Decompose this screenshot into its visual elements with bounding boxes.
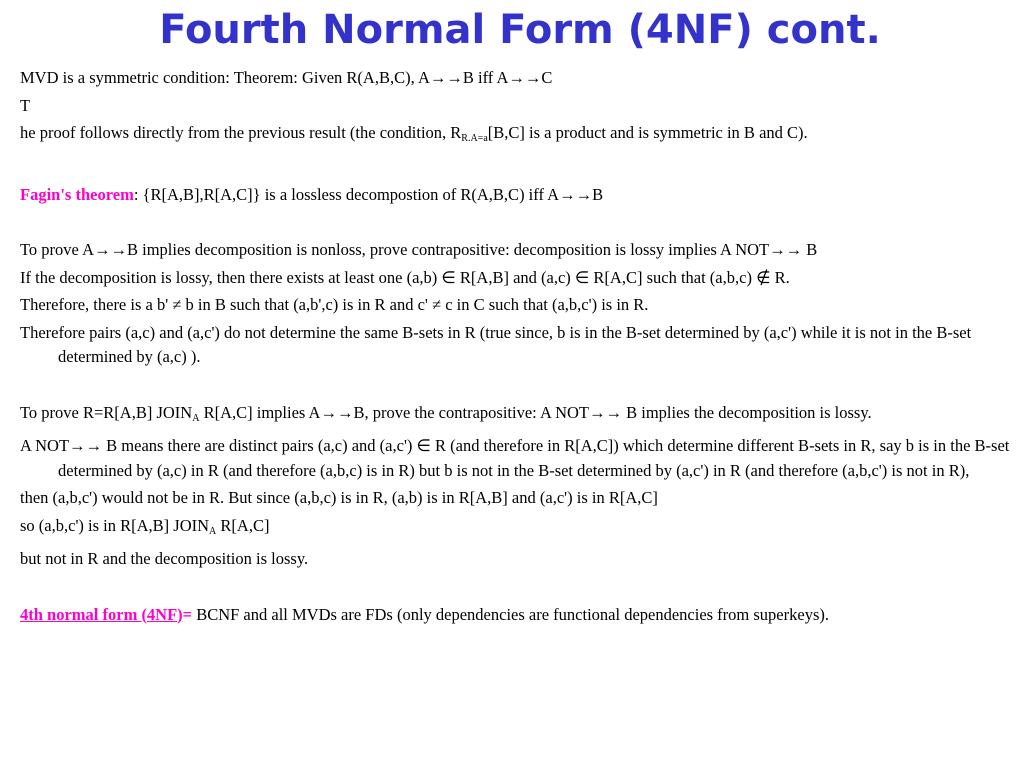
stray-t-line: T <box>20 95 31 115</box>
slide-body <box>20 66 1010 630</box>
p5-text-start: To prove R=R[A,B] JOIN <box>20 402 193 422</box>
fagin-theorem-line <box>20 183 1010 208</box>
proof-paragraph-6: A NOT→→ B means there are distinct pairs (a,c) and (a,c') ∈ R (and therefore in R[A,C]) which determine different B-sets in R, say b is in the B-set determined by (a,c) in R (and therefore (a,b,c) is in R) but b is not in the B-set determined by (a,c') in R (and therefore (a,b,c') is not in R), <box>20 436 1010 480</box>
proof-paragraph-1: To prove A→→B implies decomposition is nonloss, prove contrapositive: decomposition is lossy implies A NOT→→ B <box>20 240 818 259</box>
4nf-definition-text: BCNF and all MVDs are FDs (only dependencies are functional dependencies from superkeys). <box>192 604 829 624</box>
p8-text-end: R[A,C] <box>216 515 270 535</box>
spacer <box>20 575 1010 603</box>
p8-text-start: so (a,b,c') is in R[A,B] JOIN <box>20 515 210 535</box>
4nf-equals: = <box>182 604 193 624</box>
proof-paragraph-5 <box>20 401 1010 432</box>
proof-text-end: [B,C] is a product and is symmetric in B and C). <box>487 123 808 142</box>
proof-paragraph-9: but not in R and the decomposition is lossy. <box>20 549 309 568</box>
symmetric-condition-line: MVD is a symmetric condition: Theorem: Given R(A,B,C), A→→B iff A→→C <box>20 68 553 87</box>
proof-text-start: he proof follows directly from the previous result (the condition, R <box>20 123 462 142</box>
p5-subscript: A <box>192 412 200 424</box>
proof-line <box>20 121 1010 152</box>
proof-paragraph-8 <box>20 514 1010 545</box>
p8-subscript: A <box>209 525 217 537</box>
slide-title: Fourth Normal Form (4NF) cont. <box>159 7 881 53</box>
proof-paragraph-7: then (a,b,c') would not be in R. But since (a,b,c) is in R, (a,b) is in R[A,B] and (a,c') is in R[A,C] <box>20 488 658 507</box>
proof-paragraph-4: Therefore pairs (a,c) and (a,c') do not determine the same B-sets in R (true since, b is in the B-set determined by (a,c') while it is not in the B-set determined by (a,c) ). <box>20 322 972 366</box>
proof-subscript: R.A=a <box>461 133 488 144</box>
proof-paragraph-2: If the decomposition is lossy, then there exists at least one (a,b) ∈ R[A,B] and (a,c) ∈ R[A,C] such that (a,b,c) ∉ R. <box>20 267 790 287</box>
fagin-theorem-label: Fagin's theorem <box>20 184 134 204</box>
proof-paragraph-3: Therefore, there is a b' ≠ b in B such that (a,b',c) is in R and c' ≠ c in C such that (a,b,c') is in R. <box>20 295 649 314</box>
spacer <box>20 155 1010 183</box>
fagin-theorem-text: : {R[A,B],R[A,C]} is a lossless decompostion of R(A,B,C) iff A→→B <box>133 184 604 204</box>
4nf-definition-line <box>20 603 1010 628</box>
p5-text-end: R[A,C] implies A→→B, prove the contrapositive: A NOT→→ B implies the decomposition is lossy. <box>199 402 872 422</box>
4nf-link[interactable]: 4th normal form (4NF) <box>20 604 183 624</box>
spacer <box>20 373 1010 401</box>
spacer <box>20 210 1010 238</box>
